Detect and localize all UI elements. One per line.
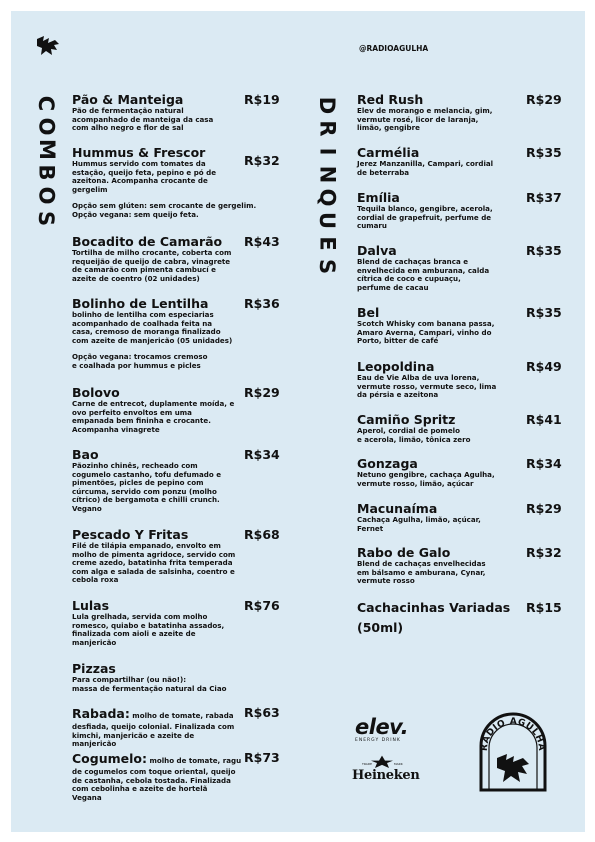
item-name: Hummus & Frescor <box>72 145 206 160</box>
menu-item <box>357 359 562 400</box>
item-name: Dalva <box>357 243 397 258</box>
item-name: Cachacinhas Variadas (50ml) <box>357 600 511 635</box>
item-name: Rabada: <box>72 706 130 721</box>
item-description: Scotch Whisky com banana passa, Amaro Averna, Campari, vinho do Porto, bitter de café <box>357 319 495 346</box>
item-name: Carmélia <box>357 145 420 160</box>
item-price: R$68 <box>244 527 280 542</box>
menu-item <box>72 296 280 371</box>
item-name: Bocadito de Camarão <box>72 234 223 249</box>
menu-item <box>357 501 562 533</box>
item-description: bolinho de lentilha com especiarias acompanhado de coalhada feita na casa, cremoso de moranga finalizado com azeite de manjericão (05 unidades) <box>72 310 233 345</box>
menu-item <box>72 92 280 133</box>
item-name: Red Rush <box>357 92 424 107</box>
bird-logo-icon <box>35 35 61 57</box>
menu-item <box>72 705 280 749</box>
item-description: Para compartilhar (ou não!): massa de fermentação natural da Ciao <box>72 675 227 693</box>
menu-item <box>357 145 562 177</box>
item-price: R$41 <box>526 412 562 427</box>
item-price: R$35 <box>526 305 562 320</box>
elev-tagline: ENERGY DRINK <box>355 738 401 743</box>
menu-item <box>357 545 562 586</box>
item-name: Macunaíma <box>357 501 438 516</box>
item-description: Lula grelhada, servida com molho romesco, quiabo e batatinha assados, finalizada com aioli e azeite de manjericão <box>72 612 225 647</box>
item-name: Gonzaga <box>357 456 418 471</box>
menu-item <box>72 750 280 802</box>
item-price: R$37 <box>526 190 562 205</box>
menu-item <box>357 598 562 638</box>
menu-item <box>72 598 280 647</box>
item-name: Bel <box>357 305 380 320</box>
item-name: Bolovo <box>72 385 120 400</box>
item-note: Opção sem glúten: sem crocante de gergelim. Opção vegana: sem queijo feta. <box>72 201 257 219</box>
item-name: Emília <box>357 190 400 205</box>
star-icon <box>352 755 412 769</box>
item-price: R$32 <box>526 545 562 560</box>
item-description: Aperol, cordial de pomelo e acerola, limão, tônica zero <box>357 426 471 444</box>
item-description: Cachaça Agulha, limão, açúcar, Fernet <box>357 515 481 533</box>
menu-item <box>72 385 280 434</box>
item-price: R$34 <box>526 456 562 471</box>
svg-text:MARK: MARK <box>394 762 403 766</box>
item-description: Blend de cachaças branca e envelhecida em amburana, calda cítrica de coco e cupuaçu, perfume de cacau <box>357 257 490 292</box>
item-description: Elev de morango e melancia, gim, vermute rosé, licor de laranja, limão, gengibre <box>357 106 493 133</box>
heineken-logo <box>352 755 420 783</box>
item-name: Lulas <box>72 598 110 613</box>
item-description: desfiada, queijo colonial. Finalizada com kimchi, manjericão e azeite de manjericão <box>72 722 235 749</box>
menu-item <box>357 305 562 346</box>
menu-item <box>357 456 562 488</box>
item-price: R$15 <box>526 600 562 615</box>
svg-text:TRADE: TRADE <box>362 762 373 766</box>
item-price: R$36 <box>244 296 280 311</box>
item-description: Filé de tilápia empanado, envolto em molho de pimenta agridoce, servido com creme azedo, batatinha frita temperada com alga e salada de salsinha, coentro e cebola roxa <box>72 541 236 585</box>
section-title-combos: C O M B O S <box>34 95 59 227</box>
item-description: Eau de Vie Alba de uva lorena, vermute rosso, vermute seco, lima da pérsia e azeitona <box>357 373 497 400</box>
item-description: Tequila blanco, gengibre, acerola, cordial de grapefruit, perfume de cumaru <box>357 204 493 231</box>
menu-item <box>357 92 562 133</box>
menu-item <box>72 527 280 585</box>
menu-item <box>72 662 277 693</box>
menu-item <box>72 234 280 283</box>
item-name: Pizzas <box>72 661 116 676</box>
item-price: R$73 <box>244 750 280 765</box>
item-price: R$29 <box>244 385 280 400</box>
item-price: R$32 <box>244 153 280 168</box>
menu-item <box>357 243 562 292</box>
menu-item <box>357 190 562 231</box>
section-title-drinques: D R I N Q U E S <box>315 96 340 275</box>
item-description: Tortilha de milho crocante, coberta com requeijão de queijo de cabra, vinagrete de camarão com pimenta cambucí e azeite de coentro (02 unidades) <box>72 248 232 283</box>
item-name: Pescado Y Fritas <box>72 527 189 542</box>
item-description: de cogumelos com toque oriental, queijo de castanha, cebola tostada. Finalizada com cebolinha e azeite de hortelã Vegana <box>72 767 236 802</box>
item-description: Carne de entrecot, duplamente moída, e ovo perfeito envoltos em uma empanada bem fininha e crocante. Acompanha vinagrete <box>72 399 235 434</box>
item-price: R$49 <box>526 359 562 374</box>
elev-logo <box>355 717 408 743</box>
heineken-wordmark: Heineken <box>352 768 420 783</box>
item-description: Netuno gengibre, cachaça Agulha, vermute rosso, limão, açúcar <box>357 470 495 488</box>
item-name: Camiño Spritz <box>357 412 456 427</box>
menu-item <box>357 412 562 444</box>
menu-item <box>72 145 280 220</box>
radio-agulha-emblem <box>477 712 549 792</box>
item-name: Pão & Manteiga <box>72 92 184 107</box>
menu-item <box>72 447 280 514</box>
item-description-lead: molho de tomate, ragu <box>146 756 242 765</box>
radio-agulha-arc-text: RADIO AGULHA <box>479 716 547 752</box>
item-name: Leopoldina <box>357 359 435 374</box>
item-price: R$76 <box>244 598 280 613</box>
item-description: Jerez Manzanilla, Campari, cordial de beterraba <box>357 159 494 177</box>
instagram-handle: @RADIOAGULHA <box>359 44 429 53</box>
item-price: R$63 <box>244 705 280 720</box>
item-price: R$19 <box>244 92 280 107</box>
elev-wordmark: elev. <box>355 715 409 739</box>
item-description: Hummus servido com tomates da estação, queijo feta, pepino e pó de azeitona. Acompanha crocante de gergelim <box>72 159 217 194</box>
item-name: Cogumelo: <box>72 751 147 766</box>
item-name: Bolinho de Lentilha <box>72 296 209 311</box>
item-description: Pão de fermentação natural acompanhado de manteiga da casa com alho negro e flor de sal <box>72 106 214 133</box>
item-name: Rabo de Galo <box>357 545 451 560</box>
item-price: R$35 <box>526 145 562 160</box>
item-description-lead: molho de tomate, rabada <box>129 711 234 720</box>
item-description: Blend de cachaças envelhecidas em bálsamo e amburana, Cynar, vermute rosso <box>357 559 486 586</box>
item-price: R$29 <box>526 92 562 107</box>
item-name: Bao <box>72 447 99 462</box>
item-price: R$34 <box>244 447 280 462</box>
item-note: Opção vegana: trocamos cremoso e coalhada por hummus e picles <box>72 352 208 370</box>
item-price: R$35 <box>526 243 562 258</box>
item-description: Pãozinho chinês, recheado com cogumelo castanho, tofu defumado e pimentões, picles de pepino com cúrcuma, servido com ponzu (molho cítrico) de bergamota e chilli crunch. Vegano <box>72 461 222 513</box>
item-price: R$29 <box>526 501 562 516</box>
item-price: R$43 <box>244 234 280 249</box>
